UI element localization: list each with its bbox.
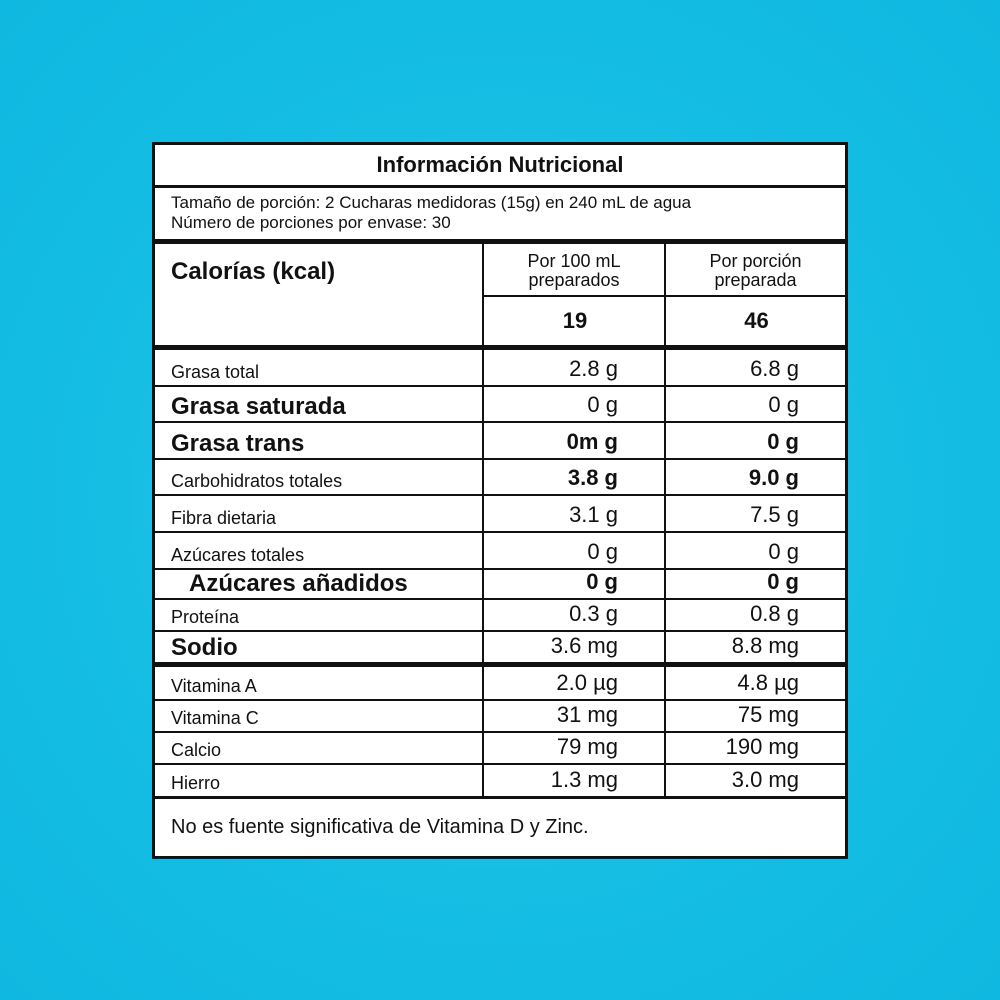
value-per-100ml [482,632,664,662]
value-per-serving [664,733,845,763]
nutrient-name: Vitamina C [171,708,259,728]
nutrient-row-fibra [155,496,845,533]
calories-block [155,244,845,350]
value-per-serving [664,701,845,731]
nutrient-name: Grasa total [171,362,260,382]
value-text: 3.0 mg [731,767,799,792]
value-text: 0 g [767,569,799,594]
value-per-100ml [482,533,664,568]
value-per-100ml [482,350,664,385]
nutrient-name: Carbohidratos totales [171,471,343,491]
nutrient-name: Azúcares añadidos [189,570,408,597]
value-per-serving [664,496,845,531]
column-header-line: Por 100 mL [527,251,621,271]
value-per-100ml [482,600,664,630]
calories-per-serving: 46 [664,297,847,345]
servings-per-container-text: Número de porciones por envase: 30 [171,213,451,232]
nutrition-facts-label [152,142,848,859]
nutrient-name: Hierro [171,773,221,793]
value-text: 75 mg [737,702,799,727]
value-per-100ml [482,570,664,598]
nutrient-row-sodio [155,632,845,667]
value-text: 0 g [768,392,799,417]
nutrient-row-vitamina-c [155,701,845,733]
value-per-serving [664,600,845,630]
nutrient-row-carbohidratos [155,460,845,496]
value-per-100ml [482,423,664,458]
value-text: 7.5 g [750,502,799,527]
value-per-100ml [482,460,664,494]
nutrient-name: Calcio [171,740,222,760]
value-text: 0 g [768,539,799,564]
value-per-100ml [482,387,664,421]
value-text: 8.8 mg [731,633,799,658]
value-text: 0 g [587,539,618,564]
nutrient-name: Proteína [171,607,240,627]
footer-note: No es fuente significativa de Vitamina D y Zinc. [171,816,589,838]
nutrient-row-azucares-anadidos [155,570,845,600]
value-text: 1.3 mg [550,767,618,792]
value-text: 6.8 g [750,356,799,381]
column-header-per-100ml [482,244,664,297]
nutrient-row-hierro [155,765,845,799]
nutrient-name: Sodio [171,634,238,661]
nutrient-row-azucares-totales [155,533,845,570]
nutrient-row-grasa-saturada [155,387,845,423]
nutrient-row-calcio [155,733,845,765]
nutrient-name: Vitamina A [171,676,257,696]
value-per-serving [664,765,845,796]
value-text: 0 g [767,429,799,454]
nutrient-row-grasa-total [155,350,845,387]
value-text: 3.6 mg [550,633,618,658]
value-text: 4.8 µg [737,670,799,695]
value-per-serving [664,570,845,598]
value-per-serving [664,460,845,494]
value-per-100ml [482,667,664,699]
value-text: 31 mg [556,702,618,727]
label-title: Información Nutricional [155,145,845,188]
column-header-per-serving [664,244,845,297]
column-header-line: Por porción [709,251,802,271]
serving-size-text: Tamaño de porción: 2 Cucharas medidoras (15g) en 240 mL de agua [171,193,692,212]
column-header-line: preparados [528,270,620,290]
value-per-serving [664,667,845,699]
value-per-100ml [482,496,664,531]
value-text: 0 g [587,392,618,417]
value-text: 3.1 g [569,502,618,527]
value-text: 0.3 g [569,601,618,626]
value-text: 3.8 g [567,465,618,490]
value-text: 0m g [566,429,618,454]
value-text: 0.8 g [750,601,799,626]
nutrient-row-proteina [155,600,845,632]
value-per-100ml [482,765,664,796]
value-per-serving [664,632,845,662]
serving-info [155,188,845,244]
nutrient-name: Grasa saturada [171,393,346,420]
nutrient-row-vitamina-a [155,667,845,701]
value-per-serving [664,423,845,458]
column-header-line: preparada [714,270,797,290]
nutrient-name: Azúcares totales [171,545,305,565]
value-text: 2.0 µg [556,670,618,695]
nutrient-name: Grasa trans [171,430,305,457]
nutrient-row-grasa-trans [155,423,845,460]
value-text: 0 g [586,569,618,594]
calories-label: Calorías (kcal) [171,258,336,285]
value-per-serving [664,350,845,385]
calories-per-100ml: 19 [482,297,666,345]
nutrient-name: Fibra dietaria [171,508,277,528]
value-per-100ml [482,701,664,731]
value-per-100ml [482,733,664,763]
value-per-serving [664,533,845,568]
value-text: 2.8 g [569,356,618,381]
value-text: 79 mg [556,734,618,759]
value-text: 9.0 g [748,465,799,490]
value-text: 190 mg [725,734,799,759]
value-per-serving [664,387,845,421]
